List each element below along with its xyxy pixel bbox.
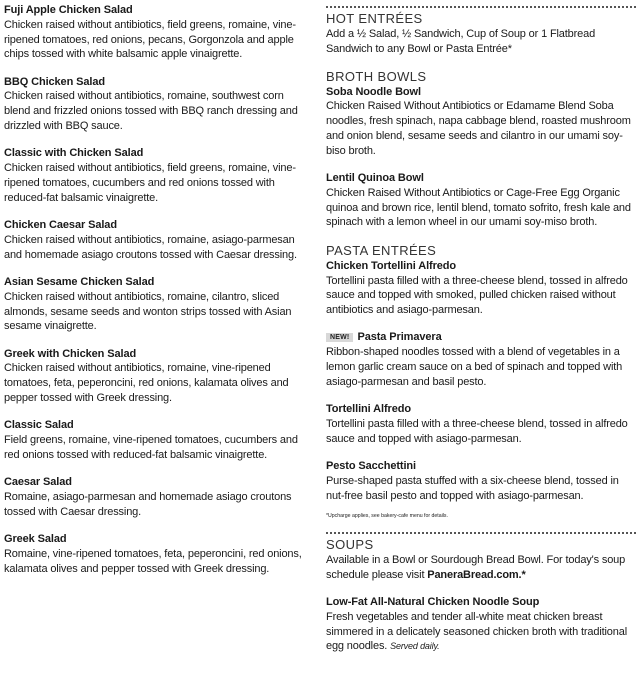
item-description: Chicken raised without antibiotics, romaine, cilantro, sliced almonds, sesame seeds and wonton strips tossed with Asian sesame vinaigrette. [4, 290, 292, 333]
menu-item [326, 459, 636, 503]
menu-item [326, 259, 636, 318]
item-name: Asian Sesame Chicken Salad [4, 275, 155, 288]
item-name: Tortellini Alfredo [326, 403, 411, 416]
item-name: Classic Salad [4, 419, 74, 432]
section-title: SOUPS [326, 537, 374, 553]
menu-item [4, 347, 310, 406]
entrees-column [326, 0, 636, 667]
item-description: Chicken raised without antibiotics, romaine, southwest corn blend and frizzled onions tossed with BBQ ranch dressing and drizzled with BBQ sauce. [4, 90, 298, 133]
item-name: Low-Fat All-Natural Chicken Noodle Soup [326, 596, 540, 609]
menu-item [326, 171, 636, 230]
item-description: Ribbon-shaped noodles tossed with a blend of vegetables in a lemon garlic cream sauce on a bed of spinach and topped with asiago-parmesan and basil pesto. [326, 346, 623, 388]
menu-item [4, 532, 310, 576]
item-name [326, 330, 636, 345]
item-description: Purse-shaped pasta stuffed with a six-cheese blend, tossed in nut-free basil pesto and topped with asiago-parmesan. [326, 474, 619, 502]
item-description: Tortellini pasta filled with a three-cheese blend, tossed in alfredo sauce and topped with asiago-parmesan. [326, 417, 628, 445]
item-description: Field greens, romaine, vine-ripened tomatoes, cucumbers and red onions tossed with reduced-fat balsamic vinaigrette. [4, 434, 298, 461]
menu-item [326, 402, 636, 446]
salads-column [4, 0, 310, 589]
section-title: HOT ENTRÉES [326, 11, 423, 26]
section-title: PASTA ENTRÉES [326, 242, 437, 258]
soups-intro: Available in a Bowl or Sourdough Bread Bowl. For today's soup schedule please visit [326, 554, 626, 582]
menu-item [4, 75, 310, 134]
item-name: Fuji Apple Chicken Salad [4, 4, 133, 16]
item-description: Romaine, asiago-parmesan and homemade asiago croutons tossed with Caesar dressing. [4, 491, 292, 518]
item-description: Chicken raised without antibiotics, field greens, romaine, vine-ripened tomatoes, red onions, pecans, Gorgonzola and apple chips tossed with white balsamic apple vinaigrette. [4, 18, 296, 61]
section-title: BROTH BOWLS [326, 68, 427, 84]
item-description: Chicken raised without antibiotics, field greens, romaine, vine-ripened tomatoes, cucumbers and red onions tossed with reduced-fat balsamic vinaigrette. [4, 162, 296, 204]
menu-item [4, 475, 310, 519]
menu-item [326, 85, 636, 159]
new-badge: NEW! [326, 333, 353, 342]
item-name: Caesar Salad [4, 476, 72, 489]
soups-section [326, 537, 636, 654]
menu-item [326, 595, 636, 654]
item-name: Soba Noodle Bowl [326, 85, 421, 98]
item-name: Classic with Chicken Salad [4, 147, 144, 160]
item-name-text: Pasta Primavera [357, 331, 442, 344]
section-divider [326, 6, 636, 8]
menu-item [326, 330, 636, 389]
hot-entrees-section [326, 11, 636, 57]
upcharge-note: *Upcharge applies, see bakery-cafe menu for details. [326, 513, 448, 520]
section-description [326, 553, 636, 583]
broth-bowls-section [326, 69, 636, 231]
served-daily-tag: Served daily. [390, 641, 440, 652]
item-name: Chicken Caesar Salad [4, 219, 117, 232]
item-description: Chicken raised without antibiotics, romaine, vine-ripened tomatoes, feta, peperoncini, red onions, kalamata olives and pepper tossed with Greek dressing. [4, 362, 289, 405]
section-description: Add a ½ Salad, ½ Sandwich, Cup of Soup or 1 Flatbread Sandwich to any Bowl or Pasta Entrée* [326, 28, 596, 55]
menu-item [4, 146, 310, 205]
menu-item [4, 275, 310, 334]
pasta-entrees-section [326, 243, 636, 521]
item-description-text: Fresh vegetables and tender all-white meat chicken breast simmered in a delicately seasoned chicken broth with traditional egg noodles. [326, 610, 628, 653]
panera-link[interactable]: PaneraBread.com.* [427, 569, 526, 582]
menu-item [4, 418, 310, 462]
item-description: Romaine, vine-ripened tomatoes, feta, peperoncini, red onions, kalamata olives and pepper tossed with Greek dressing. [4, 547, 302, 575]
menu-item [4, 218, 310, 262]
item-description: Chicken Raised Without Antibiotics or Cage-Free Egg Organic quinoa and brown rice, lentil blend, tomato sofrito, fresh kale and spinach with a lemon wheel in our umami soy-miso broth. [326, 186, 631, 229]
item-name: Chicken Tortellini Alfredo [326, 259, 457, 272]
item-name: Pesto Sacchettini [326, 460, 416, 473]
item-name: Greek Salad [4, 533, 67, 546]
item-name: Greek with Chicken Salad [4, 347, 137, 360]
item-description: Chicken raised without antibiotics, romaine, asiago-parmesan and homemade asiago croutons tossed with Caesar dressing. [4, 233, 297, 261]
menu-item [4, 3, 310, 62]
section-divider [326, 532, 636, 534]
item-name: Lentil Quinoa Bowl [326, 172, 424, 185]
item-description: Tortellini pasta filled with a three-cheese blend, tossed in alfredo sauce and topped with smoked, pulled chicken raised without antibiotics and asiago-parmesan. [326, 274, 628, 317]
item-description: Chicken Raised Without Antibiotics or Edamame Blend Soba noodles, fresh spinach, napa cabbage blend, roasted mushroom and onion blend, sesame seeds and cilantro in our umami soy-biso broth. [326, 100, 631, 157]
item-name: BBQ Chicken Salad [4, 75, 105, 88]
item-description [326, 610, 636, 654]
